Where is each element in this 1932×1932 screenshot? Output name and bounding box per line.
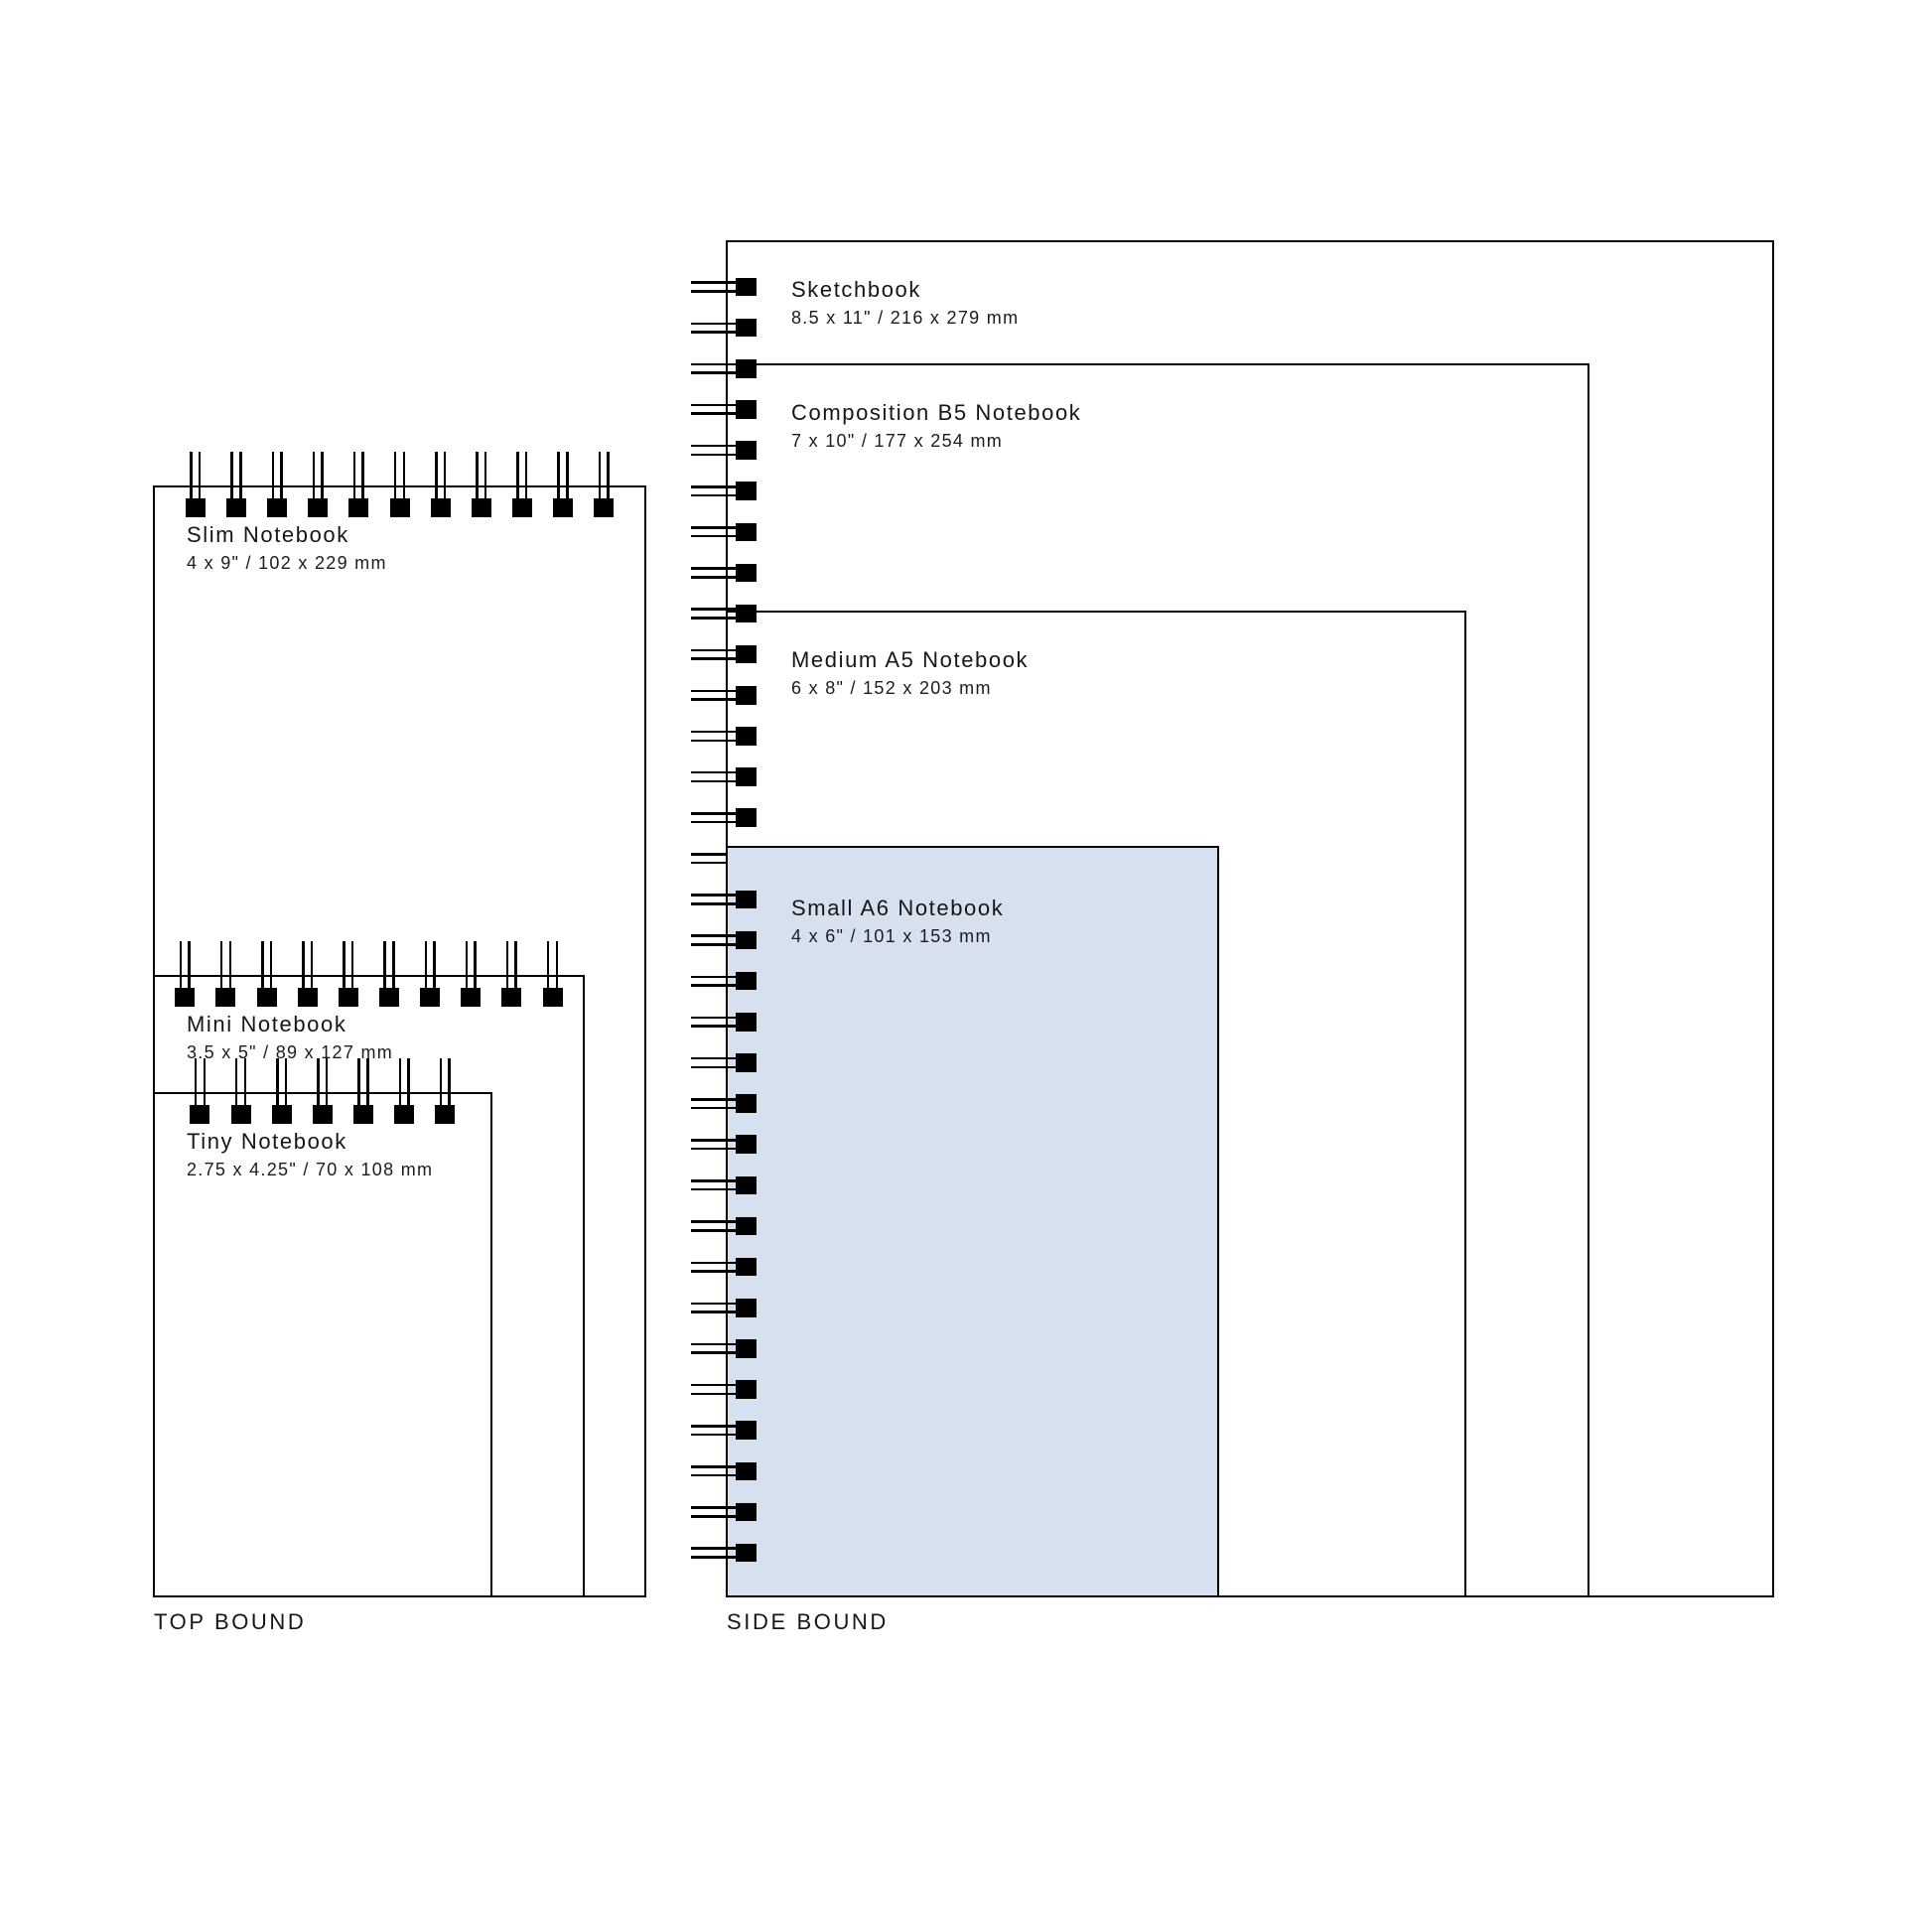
coil-square — [736, 1053, 757, 1072]
coil-wire — [691, 576, 736, 579]
coil-square — [339, 988, 358, 1007]
coil-square — [736, 891, 757, 909]
coil-square — [736, 972, 757, 991]
coil-wire — [691, 771, 736, 774]
coil-wire — [691, 371, 736, 374]
coil-wire — [691, 1220, 736, 1223]
coil-wire — [403, 452, 406, 499]
notebook-label-medium-a5 — [791, 645, 1029, 702]
coil-square — [736, 1176, 757, 1195]
coil-square — [736, 319, 757, 338]
coil-wire — [691, 1393, 736, 1396]
notebook-title: Slim Notebook — [187, 522, 349, 547]
coil-wire — [691, 649, 736, 652]
coil-square — [736, 1013, 757, 1032]
coil-wire — [691, 1351, 736, 1354]
coil-wire — [440, 1058, 443, 1106]
coil-square — [736, 1462, 757, 1481]
coil-square — [736, 605, 757, 623]
coil-square — [736, 931, 757, 950]
coil-square — [594, 498, 614, 517]
coil-wire — [691, 862, 727, 865]
coil-wire — [691, 976, 736, 979]
coil-wire — [691, 1425, 736, 1428]
coil-wire — [691, 567, 736, 570]
coil-wire — [313, 452, 316, 499]
coil-square — [431, 498, 451, 517]
coil-square — [736, 1380, 757, 1399]
coil-square — [379, 988, 399, 1007]
coil-wire — [691, 731, 736, 734]
coil-wire — [691, 404, 736, 407]
coil-square — [308, 498, 328, 517]
notebook-dimensions: 7 x 10" / 177 x 254 mm — [791, 431, 1004, 451]
notebook-label-tiny — [187, 1127, 433, 1183]
notebook-label-composition-b5 — [791, 398, 1081, 455]
coil-wire — [691, 1148, 736, 1151]
coil-wire — [272, 452, 275, 499]
coil-wire — [302, 941, 305, 989]
coil-wire — [691, 780, 736, 783]
coil-wire — [361, 452, 364, 499]
notebook-dimensions: 4 x 9" / 102 x 229 mm — [187, 553, 387, 573]
coil-wire — [399, 1058, 402, 1106]
notebook-title: Medium A5 Notebook — [791, 647, 1030, 672]
coil-wire — [261, 941, 264, 989]
coil-wire — [199, 452, 202, 499]
coil-square — [543, 988, 563, 1007]
coil-square — [736, 482, 757, 500]
coil-wire — [691, 331, 736, 334]
coil-wire — [691, 1506, 736, 1509]
notebook-title: Sketchbook — [791, 277, 921, 302]
coil-wire — [691, 1229, 736, 1232]
coil-wire — [321, 452, 324, 499]
coil-wire — [691, 690, 736, 693]
notebook-label-sketchbook — [791, 275, 1019, 332]
coil-wire — [691, 1017, 736, 1020]
coil-square — [553, 498, 573, 517]
coil-wire — [188, 941, 191, 989]
notebook-dimensions: 2.75 x 4.25" / 70 x 108 mm — [187, 1160, 434, 1179]
coil-wire — [691, 1303, 736, 1306]
notebook-dimensions: 4 x 6" / 101 x 153 mm — [791, 926, 992, 946]
coil-wire — [691, 485, 736, 488]
coil-wire — [280, 452, 283, 499]
coil-wire — [691, 617, 736, 620]
coil-square — [353, 1105, 373, 1124]
group-label-side-bound: SIDE BOUND — [727, 1609, 889, 1634]
coil-wire — [691, 1434, 736, 1437]
coil-wire — [190, 452, 193, 499]
coil-wire — [691, 1188, 736, 1191]
coil-square — [736, 808, 757, 827]
coil-wire — [607, 452, 610, 499]
coil-wire — [557, 452, 560, 499]
coil-square — [267, 498, 287, 517]
coil-square — [298, 988, 318, 1007]
coil-square — [736, 564, 757, 583]
coil-square — [472, 498, 491, 517]
coil-wire — [599, 452, 602, 499]
coil-square — [226, 498, 246, 517]
coil-wire — [180, 941, 183, 989]
coil-square — [736, 1135, 757, 1154]
coil-wire — [691, 323, 736, 326]
coil-wire — [525, 452, 528, 499]
coil-wire — [484, 452, 487, 499]
notebook-dimensions: 3.5 x 5" / 89 x 127 mm — [187, 1042, 394, 1062]
coil-square — [736, 1421, 757, 1440]
notebook-title: Composition B5 Notebook — [791, 400, 1082, 425]
coil-square — [257, 988, 277, 1007]
coil-square — [736, 686, 757, 705]
coil-square — [736, 645, 757, 664]
coil-wire — [506, 941, 509, 989]
coil-wire — [353, 452, 356, 499]
coil-wire — [691, 1547, 736, 1550]
coil-square — [736, 400, 757, 419]
notebook-rect-small-a6 — [726, 846, 1219, 1597]
coil-square — [736, 1258, 757, 1277]
coil-square — [215, 988, 235, 1007]
coil-wire — [691, 1465, 736, 1468]
coil-square — [348, 498, 368, 517]
coil-wire — [394, 452, 397, 499]
coil-square — [272, 1105, 292, 1124]
coil-wire — [383, 941, 386, 989]
coil-wire — [691, 894, 736, 897]
coil-square — [175, 988, 195, 1007]
coil-square — [736, 1503, 757, 1522]
notebook-dimensions: 8.5 x 11" / 216 x 279 mm — [791, 308, 1020, 328]
coil-wire — [351, 941, 354, 989]
coil-square — [736, 727, 757, 746]
coil-wire — [229, 941, 232, 989]
coil-wire — [691, 853, 727, 856]
coil-wire — [691, 812, 736, 815]
coil-wire — [691, 1066, 736, 1069]
coil-wire — [691, 1515, 736, 1518]
notebook-title: Small A6 Notebook — [791, 896, 1005, 920]
coil-square — [461, 988, 481, 1007]
coil-wire — [691, 657, 736, 660]
coil-square — [501, 988, 521, 1007]
coil-wire — [691, 1025, 736, 1028]
coil-wire — [691, 1384, 736, 1387]
coil-wire — [691, 1343, 736, 1346]
coil-wire — [691, 1262, 736, 1265]
coil-wire — [435, 452, 438, 499]
notebook-title: Mini Notebook — [187, 1012, 347, 1036]
coil-wire — [691, 412, 736, 415]
coil-square — [736, 1544, 757, 1563]
coil-wire — [230, 452, 233, 499]
coil-wire — [691, 934, 736, 937]
coil-square — [736, 441, 757, 460]
coil-wire — [270, 941, 273, 989]
coil-wire — [311, 941, 314, 989]
coil-wire — [466, 941, 469, 989]
coil-wire — [691, 608, 736, 611]
coil-wire — [220, 941, 223, 989]
notebook-title: Tiny Notebook — [187, 1129, 347, 1154]
coil-wire — [407, 1058, 410, 1106]
coil-wire — [691, 535, 736, 538]
coil-wire — [516, 452, 519, 499]
coil-square — [435, 1105, 455, 1124]
coil-wire — [691, 445, 736, 448]
coil-wire — [691, 740, 736, 743]
coil-wire — [691, 1179, 736, 1182]
coil-wire — [691, 1107, 736, 1110]
group-label-top-bound: TOP BOUND — [154, 1609, 307, 1634]
coil-wire — [691, 698, 736, 701]
coil-square — [736, 523, 757, 542]
coil-wire — [547, 941, 550, 989]
coil-wire — [691, 984, 736, 987]
coil-wire — [425, 941, 428, 989]
notebook-label-slim — [187, 520, 387, 577]
coil-wire — [691, 1270, 736, 1273]
coil-wire — [691, 1139, 736, 1142]
coil-wire — [691, 526, 736, 529]
coil-square — [390, 498, 410, 517]
notebook-label-mini — [187, 1010, 393, 1066]
coil-wire — [556, 941, 559, 989]
coil-wire — [691, 1311, 736, 1313]
coil-square — [736, 1339, 757, 1358]
coil-wire — [691, 1474, 736, 1477]
coil-square — [736, 1299, 757, 1317]
coil-square — [313, 1105, 333, 1124]
coil-square — [186, 498, 206, 517]
notebook-label-small-a6 — [791, 894, 1004, 950]
coil-square — [190, 1105, 209, 1124]
coil-wire — [476, 452, 479, 499]
coil-square — [420, 988, 440, 1007]
coil-wire — [392, 941, 395, 989]
coil-square — [736, 1094, 757, 1113]
notebook-dimensions: 6 x 8" / 152 x 203 mm — [791, 678, 992, 698]
coil-wire — [691, 821, 736, 824]
coil-wire — [691, 363, 736, 366]
coil-square — [736, 1217, 757, 1236]
coil-wire — [433, 941, 436, 989]
coil-square — [231, 1105, 251, 1124]
coil-square — [736, 278, 757, 297]
coil-square — [736, 359, 757, 378]
coil-wire — [691, 281, 736, 284]
coil-wire — [448, 1058, 451, 1106]
coil-wire — [691, 1556, 736, 1559]
coil-wire — [691, 943, 736, 946]
coil-square — [736, 767, 757, 786]
coil-wire — [343, 941, 345, 989]
coil-wire — [474, 941, 477, 989]
coil-wire — [566, 452, 569, 499]
coil-wire — [444, 452, 447, 499]
coil-wire — [691, 902, 736, 905]
coil-square — [394, 1105, 414, 1124]
coil-wire — [691, 1057, 736, 1060]
coil-wire — [691, 494, 736, 497]
coil-square — [512, 498, 532, 517]
coil-wire — [239, 452, 242, 499]
coil-wire — [691, 290, 736, 293]
coil-wire — [691, 1098, 736, 1101]
coil-wire — [514, 941, 517, 989]
coil-wire — [691, 454, 736, 457]
